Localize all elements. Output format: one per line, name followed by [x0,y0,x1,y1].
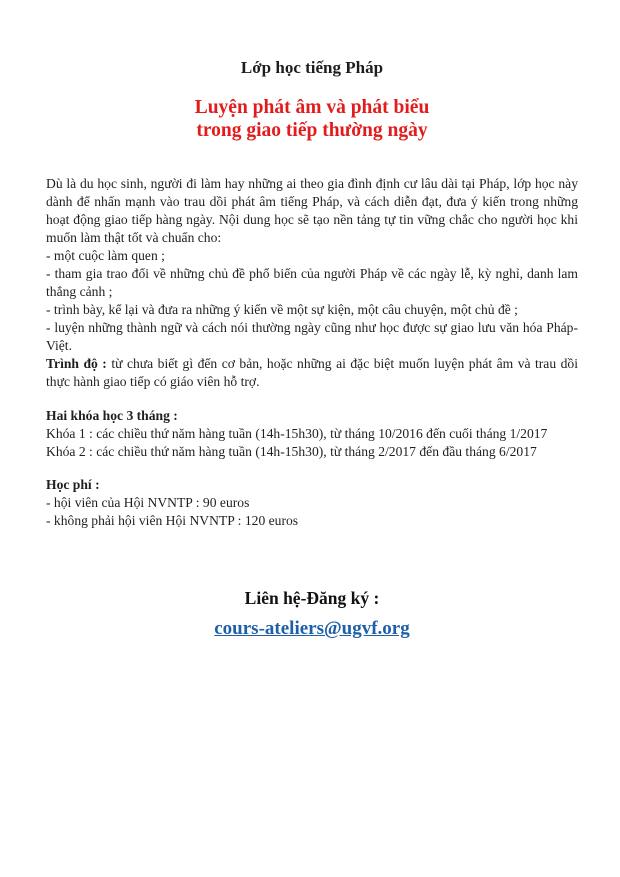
page-title: Lớp học tiếng Pháp [240,58,384,77]
email-link[interactable]: cours-ateliers@ugvf.org [214,618,410,639]
bullet-item: - tham gia trao đổi về những chủ đề phổ biến của người Pháp về các ngày lễ, kỳ nghỉ, danh lam thắng cảnh ; [46,266,578,299]
bullet-item: - luyện những thành ngữ và cách nói thường ngày cũng như học được sự giao lưu văn hóa Pháp-Việt. [46,320,578,353]
fees-heading: Học phí : [46,477,100,492]
subtitle-line-2: trong giao tiếp thường ngày [196,120,428,141]
level-paragraph [46,355,578,391]
contact-heading: Liên hệ-Đăng ký : [244,588,380,608]
level-text: từ chưa biết gì đến cơ bản, hoặc những ai đặc biệt muốn luyện phát âm và trau dồi thực hành giao tiếp có giáo viên hỗ trợ. [46,356,578,389]
courses-heading: Hai khóa học 3 tháng : [46,408,178,423]
fee-item: - hội viên của Hội NVNTP : 90 euros [46,495,250,510]
intro-paragraph: Dù là du học sinh, người đi làm hay những ai theo gia đình định cư lâu dài tại Pháp, lớp học này dành để nhấn mạnh vào trau dồi phát âm tiếng Pháp, và cách diễn đạt, đưa ý kiến trong những hoạt động giao tiếp hàng ngày. Nội dung học sẽ tạo nền tảng tự tin vững chắc cho người học khi muốn làm thật tốt và chuẩn cho: [46,176,578,245]
fee-item: - không phải hội viên Hội NVNTP : 120 euros [46,513,299,528]
fees-section [46,476,578,530]
subtitle-line-1: Luyện phát âm và phát biểu [194,97,430,118]
email-line [46,617,578,641]
level-label: Trình độ : [46,356,107,371]
bullet-item: - một cuộc làm quen ; [46,248,165,263]
courses-section [46,407,578,461]
page-subtitle [46,96,578,142]
bullet-list [46,247,578,355]
body-text [46,175,578,530]
bullet-item: - trình bày, kể lại và đưa ra những ý kiến về một sự kiện, một câu chuyện, một chủ đề ; [46,302,518,317]
course-item: Khóa 2 : các chiều thứ năm hàng tuần (14h-15h30), từ tháng 2/2017 đến đầu tháng 6/2017 [46,444,537,459]
course-item: Khóa 1 : các chiều thứ năm hàng tuần (14h-15h30), từ tháng 10/2016 đến cuối tháng 1/2017 [46,426,548,441]
